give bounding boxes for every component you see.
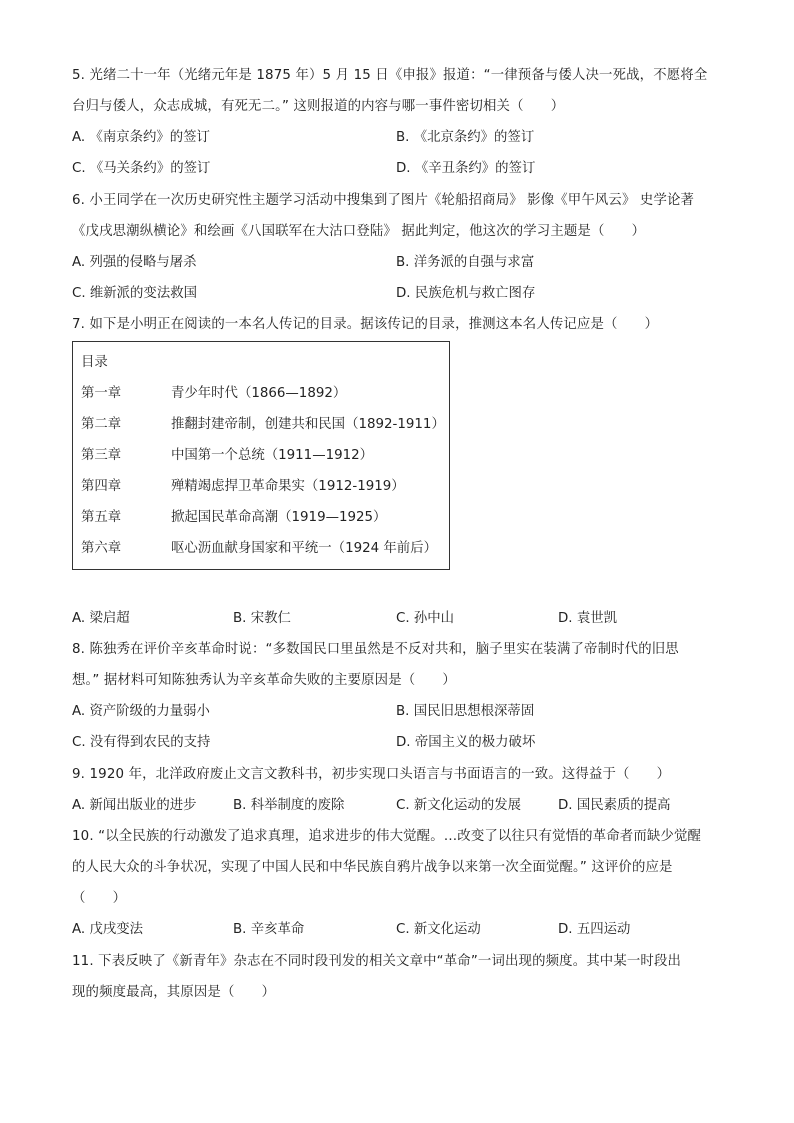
q10-option-c[interactable]: C. 新文化运动 — [396, 922, 481, 937]
q11-stem-line1: 11. 下表反映了《新青年》杂志在不同时段刊发的相关文章中“革命”一词出现的频度。其中某一时段出 — [72, 954, 682, 969]
q5-stem-line2: 台归与倭人，众志成城，有死无二。” 这则报道的内容与哪一事件密切相关（ ） — [72, 99, 565, 114]
q10-option-a[interactable]: A. 戊戌变法 — [72, 922, 143, 937]
q7-stem: 7. 如下是小明正在阅读的一本名人传记的目录。据该传记的目录，推测这本名人传记应是（ ） — [72, 317, 659, 332]
q8-option-b[interactable]: B. 国民旧思想根深蒂固 — [396, 704, 535, 719]
toc-row — [81, 415, 445, 435]
toc-chapter: 第四章 — [81, 479, 122, 494]
q6-stem-line1: 6. 小王同学在一次历史研究性主题学习活动中搜集到了图片《轮船招商局》 影像《甲午风云》 史学论著 — [72, 193, 695, 208]
q6-option-a[interactable]: A. 列强的侵略与屠杀 — [72, 255, 197, 270]
toc-title: 目录 — [81, 355, 108, 370]
q5-option-d[interactable]: D. 《辛丑条约》的签订 — [396, 161, 536, 176]
q7-option-c[interactable]: C. 孙中山 — [396, 611, 455, 626]
q6-option-d[interactable]: D. 民族危机与救亡图存 — [396, 286, 536, 301]
q5-option-c[interactable]: C. 《马关条约》的签订 — [72, 161, 211, 176]
q8-stem-line2: 想。” 据材料可知陈独秀认为辛亥革命失败的主要原因是（ ） — [72, 673, 456, 688]
q10-stem-line3: （ ） — [72, 891, 127, 906]
toc-row — [81, 477, 405, 497]
biography-toc-box — [72, 341, 450, 570]
q8-option-c[interactable]: C. 没有得到农民的支持 — [72, 735, 211, 750]
q9-stem: 9. 1920 年，北洋政府废止文言文教科书，初步实现口头语言与书面语言的一致。这得益于（ ） — [72, 767, 671, 782]
q7-option-d[interactable]: D. 袁世凯 — [558, 611, 617, 626]
toc-row — [81, 446, 373, 466]
toc-chapter: 第六章 — [81, 541, 122, 556]
toc-chapter-title: 殚精竭虑捍卫革命果实（1912-1919） — [171, 479, 405, 494]
toc-row — [81, 384, 346, 404]
q9-option-c[interactable]: C. 新文化运动的发展 — [396, 798, 521, 813]
q9-option-a[interactable]: A. 新闻出版业的进步 — [72, 798, 197, 813]
q10-option-b[interactable]: B. 辛亥革命 — [233, 922, 305, 937]
q6-stem-line2: 《戊戌思潮纵横论》和绘画《八国联军在大沽口登陆》 据此判定，他这次的学习主题是（ ） — [72, 224, 646, 239]
toc-chapter-title: 推翻封建帝制，创建共和民国（1892-1911） — [171, 417, 445, 432]
q5-option-a[interactable]: A. 《南京条约》的签订 — [72, 130, 210, 145]
q10-stem-line1: 10. “以全民族的行动激发了追求真理，追求进步的伟大觉醒。…改变了以往只有觉悟的革命者而缺少觉醒 — [72, 829, 702, 844]
toc-chapter: 第三章 — [81, 448, 122, 463]
toc-chapter-title: 掀起国民革命高潮（1919—1925） — [171, 510, 387, 525]
toc-row — [81, 508, 386, 528]
q6-option-b[interactable]: B. 洋务派的自强与求富 — [396, 255, 535, 270]
toc-chapter-title: 青少年时代（1866—1892） — [171, 386, 347, 401]
q8-stem-line1: 8. 陈独秀在评价辛亥革命时说：“多数国民口里虽然是不反对共和，脑子里实在装满了帝制时代的旧思 — [72, 642, 679, 657]
q8-option-a[interactable]: A. 资产阶级的力量弱小 — [72, 704, 210, 719]
q10-stem-line2: 的人民大众的斗争状况，实现了中国人民和中华民族自鸦片战争以来第一次全面觉醒。” 这评价的应是 — [72, 860, 673, 875]
q6-option-c[interactable]: C. 维新派的变法救国 — [72, 286, 197, 301]
toc-chapter-title: 呕心沥血献身国家和平统一（1924 年前后） — [171, 541, 437, 556]
q7-option-a[interactable]: A. 梁启超 — [72, 611, 130, 626]
q10-option-d[interactable]: D. 五四运动 — [558, 922, 631, 937]
q7-option-b[interactable]: B. 宋教仁 — [233, 611, 291, 626]
q11-stem-line2: 现的频度最高，其原因是（ ） — [72, 985, 276, 1000]
q5-option-b[interactable]: B. 《北京条约》的签订 — [396, 130, 535, 145]
toc-row — [81, 539, 437, 559]
toc-chapter-title: 中国第一个总统（1911—1912） — [171, 448, 374, 463]
toc-chapter: 第二章 — [81, 417, 122, 432]
toc-chapter: 第五章 — [81, 510, 122, 525]
q8-option-d[interactable]: D. 帝国主义的极力破坏 — [396, 735, 536, 750]
toc-chapter: 第一章 — [81, 386, 122, 401]
q9-option-b[interactable]: B. 科举制度的废除 — [233, 798, 345, 813]
q5-stem-line1: 5. 光绪二十一年（光绪元年是 1875 年）5 月 15 日《申报》报道：“一律预备与倭人决一死战，不愿将全 — [72, 68, 708, 83]
q9-option-d[interactable]: D. 国民素质的提高 — [558, 798, 671, 813]
